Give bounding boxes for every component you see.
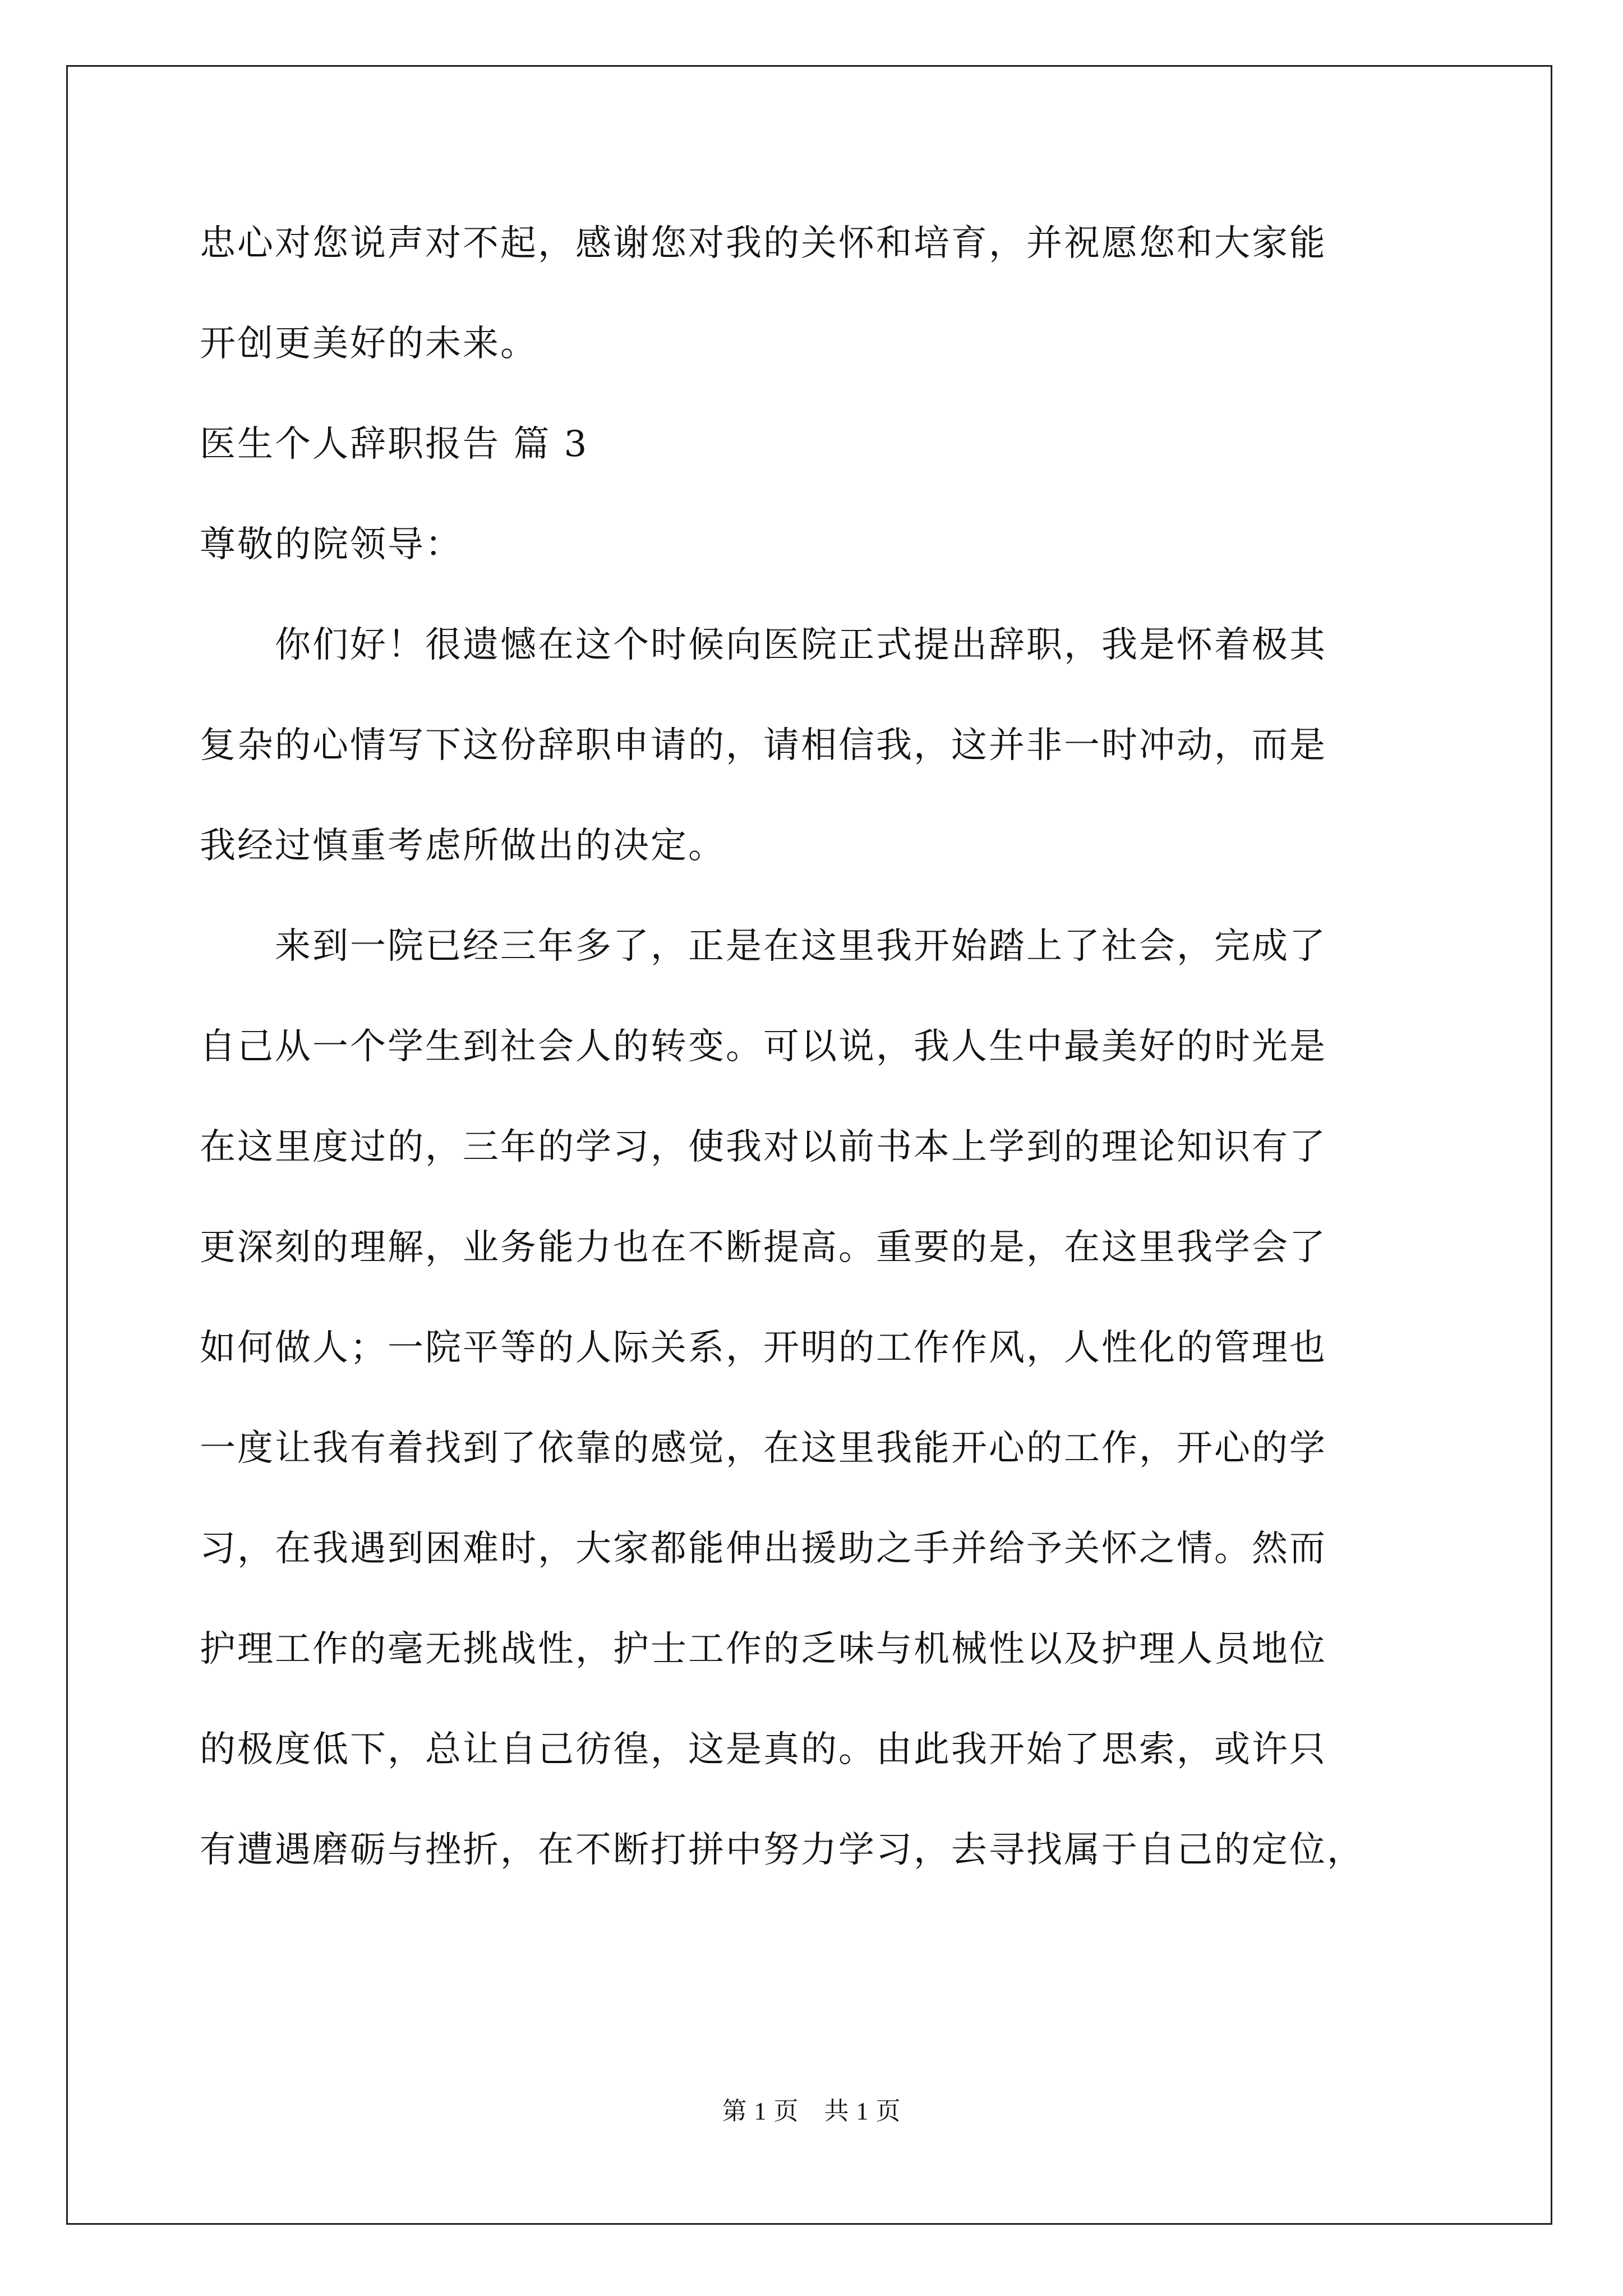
body-text-line: 忠心对您说声对不起，感谢您对我的关怀和培育，并祝愿您和大家能 xyxy=(200,223,1327,264)
body-text-line: 来到一院已经三年多了，正是在这里我开始踏上了社会，完成了 xyxy=(200,926,1327,967)
body-text-line: 在这里度过的，三年的学习，使我对以前书本上学到的理论知识有了 xyxy=(200,1126,1327,1168)
body-text-line: 你们好！很遗憾在这个时候向医院正式提出辞职，我是怀着极其 xyxy=(200,624,1327,666)
document-body xyxy=(200,222,1433,1871)
body-text-line: 如何做人；一院平等的人际关系，开明的工作作风，人性化的管理也 xyxy=(200,1327,1327,1369)
section-heading: 医生个人辞职报告 篇 3 xyxy=(200,424,589,465)
body-text-line: 的极度低下，总让自己彷徨，这是真的。由此我开始了思索，或许只 xyxy=(200,1729,1327,1770)
body-text-line: 复杂的心情写下这份辞职申请的，请相信我，这并非一时冲动，而是 xyxy=(200,725,1327,766)
body-text-line: 我经过慎重考虑所做出的决定。 xyxy=(200,825,726,867)
body-text-line: 更深刻的理解，业务能力也在不断提高。重要的是，在这里我学会了 xyxy=(200,1227,1327,1268)
body-text-line: 有遭遇磨砺与挫折，在不断打拼中努力学习，去寻找属于自己的定位， xyxy=(200,1829,1364,1871)
salutation: 尊敬的院领导： xyxy=(200,524,463,565)
body-text-line: 一度让我有着找到了依靠的感觉，在这里我能开心的工作，开心的学 xyxy=(200,1428,1327,1469)
body-text-line: 自己从一个学生到社会人的转变。可以说，我人生中最美好的时光是 xyxy=(200,1026,1327,1068)
body-text-line: 开创更美好的未来。 xyxy=(200,323,538,365)
body-text-line: 护理工作的毫无挑战性，护士工作的乏味与机械性以及护理人员地位 xyxy=(200,1628,1327,1670)
page-number-footer: 第 1 页 共 1 页 xyxy=(722,2097,901,2125)
body-text-line: 习，在我遇到困难时，大家都能伸出援助之手并给予关怀之情。然而 xyxy=(200,1528,1327,1570)
